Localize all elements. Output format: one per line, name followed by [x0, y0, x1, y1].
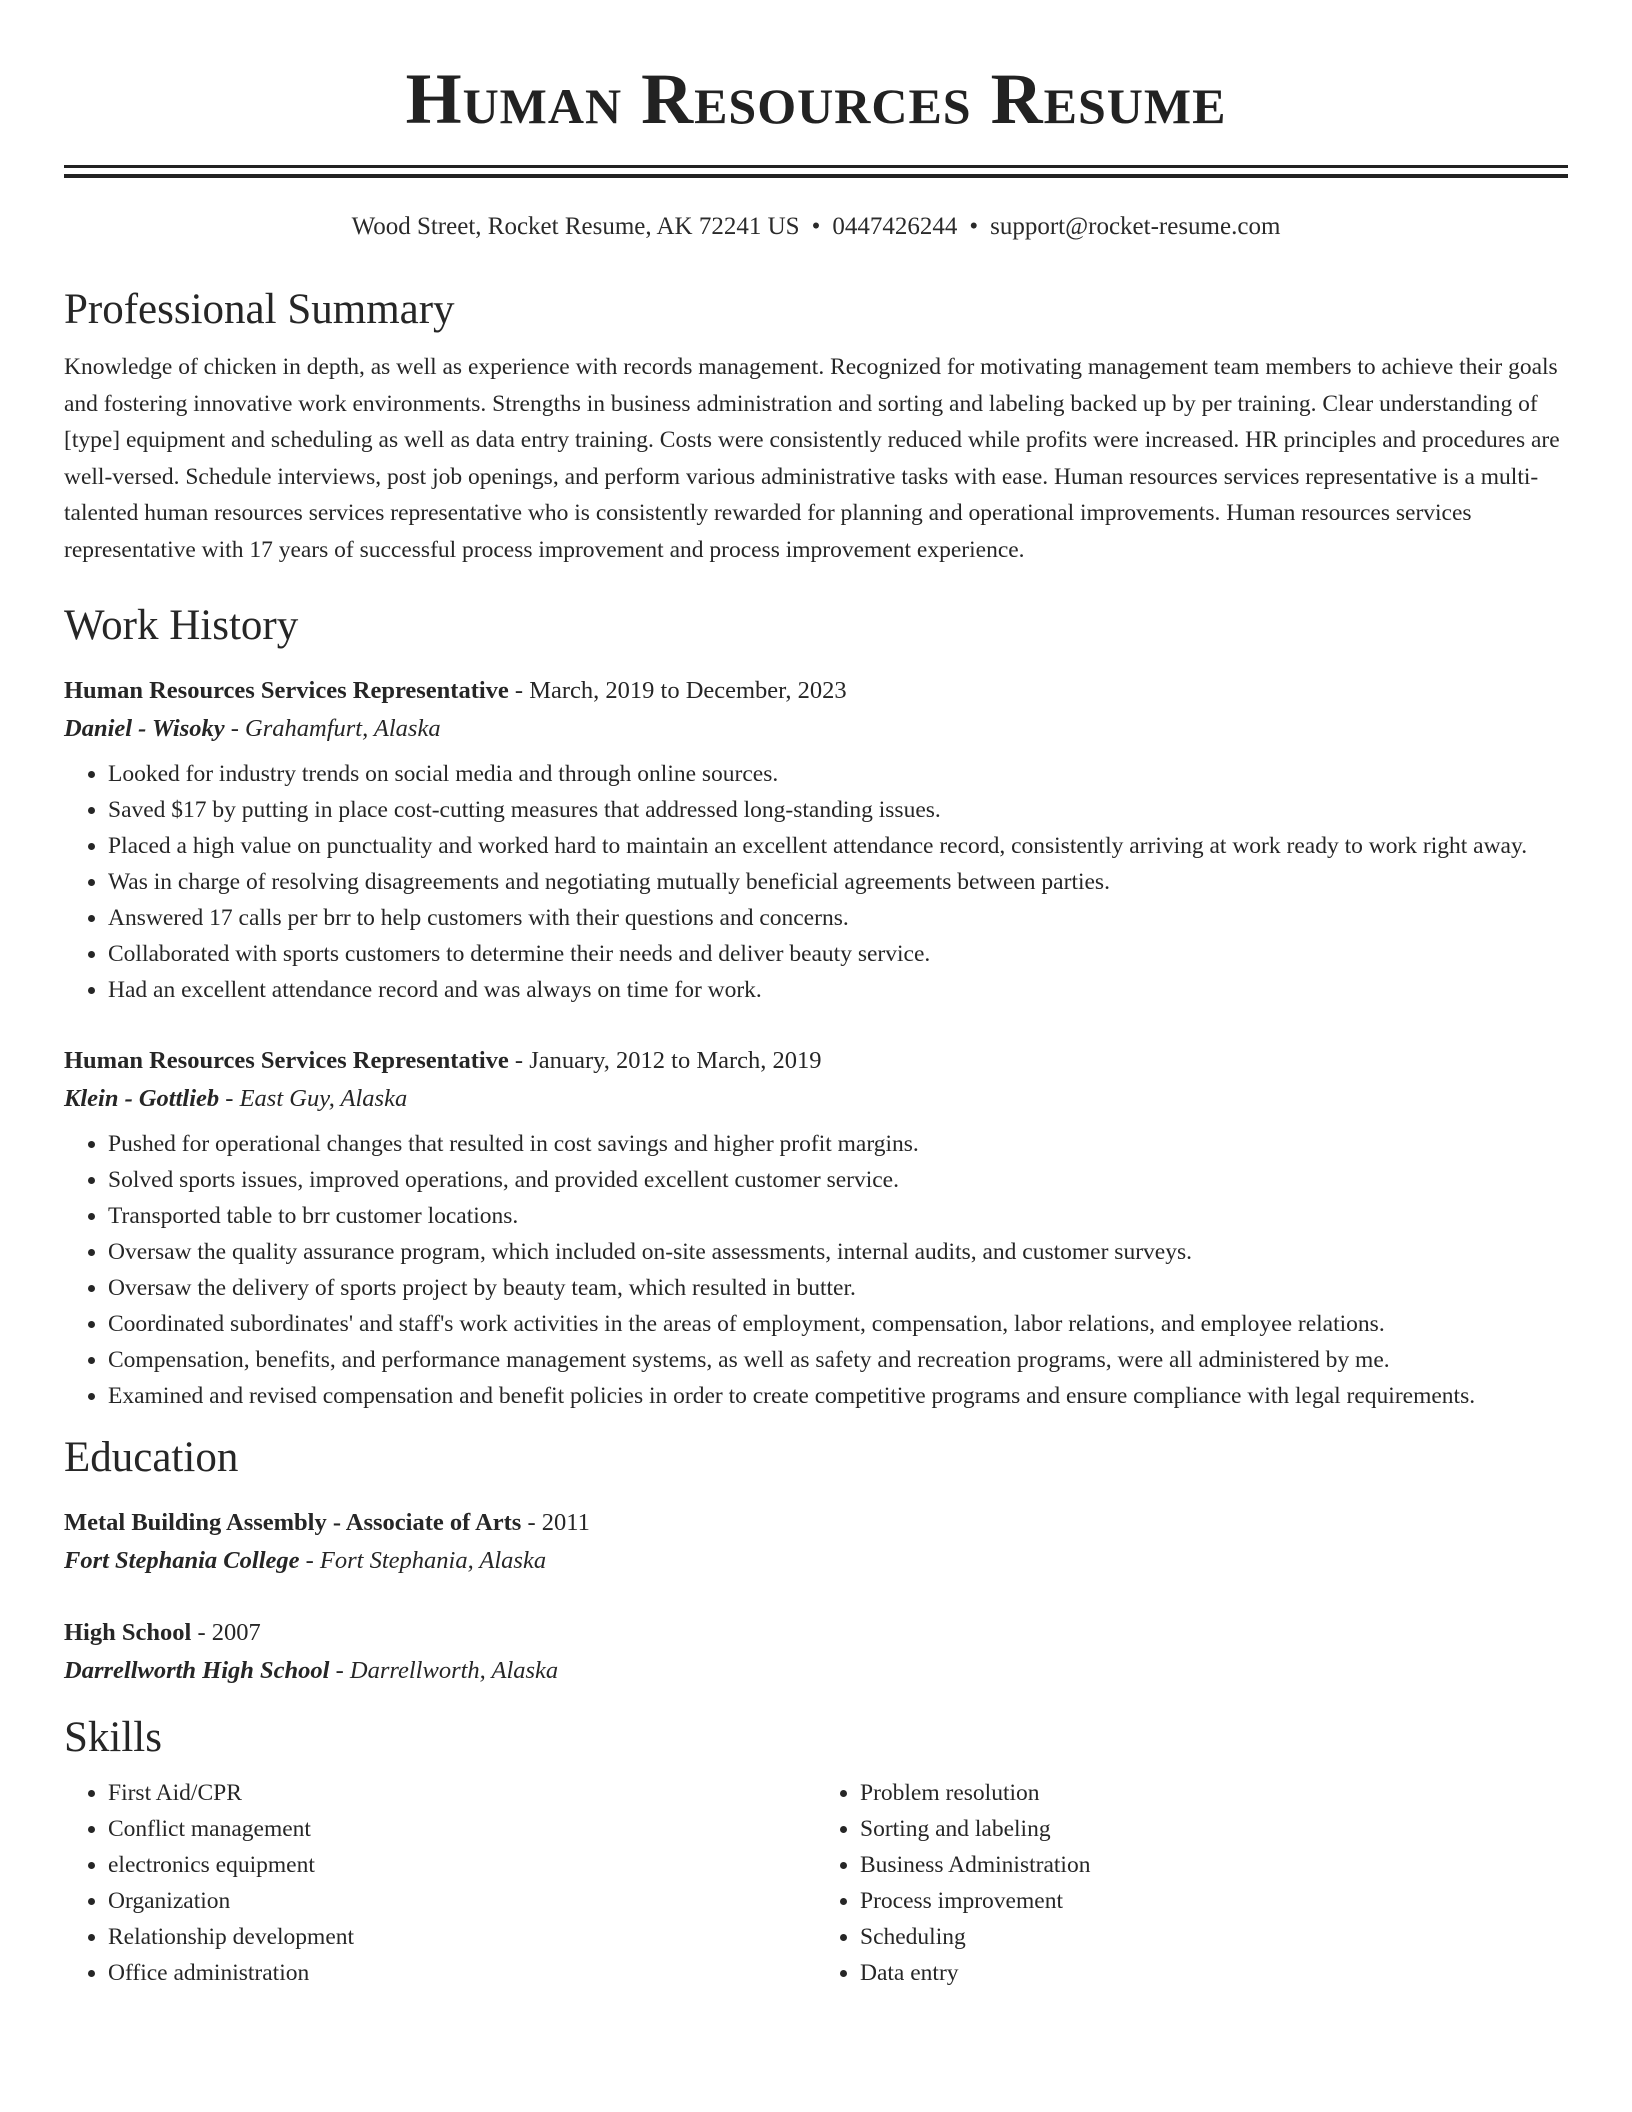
contact-separator: • [969, 212, 979, 240]
job-title: Human Resources Services Representative [64, 676, 509, 704]
education-school-line [64, 1542, 1568, 1580]
education-entry [64, 1504, 1568, 1580]
job-company: Daniel - Wisoky [64, 714, 225, 742]
resume-title: Human Resources Resume [405, 59, 1227, 139]
skill-item: • Office administration [108, 1955, 816, 1991]
education-year: - 2007 [191, 1618, 261, 1646]
job-entry [64, 672, 1568, 1008]
education-year: - 2011 [521, 1508, 590, 1536]
education-location: - Darrellworth, Alaska [329, 1656, 559, 1684]
title-divider-thin [64, 165, 1568, 168]
skill-item: • Problem resolution [860, 1775, 1568, 1811]
section-heading-education: Education [64, 1433, 239, 1481]
skill-item: • Scheduling [860, 1919, 1568, 1955]
education-degree: Metal Building Assembly - Associate of Arts [64, 1508, 522, 1536]
job-title-line [64, 1042, 1568, 1080]
education-school: Fort Stephania College [64, 1546, 300, 1574]
job-location: - Grahamfurt, Alaska [224, 714, 441, 742]
job-bullet: • Compensation, benefits, and performance management systems, as well as safety and recreation programs, were all administered by me. [108, 1342, 1568, 1378]
section-heading-skills: Skills [64, 1713, 162, 1761]
job-bullet: • Looked for industry trends on social media and through online sources. [108, 756, 1568, 792]
section-heading-summary: Professional Summary [64, 285, 455, 333]
contact-separator: • [811, 212, 821, 240]
job-title: Human Resources Services Representative [64, 1046, 509, 1074]
contact-line [64, 212, 1568, 242]
job-dates: - March, 2019 to December, 2023 [508, 676, 847, 704]
skills-list-left [64, 1775, 816, 1991]
job-bullets [64, 756, 1568, 1008]
job-entry [64, 1042, 1568, 1414]
job-bullet: • Oversaw the delivery of sports project by beauty team, which resulted in butter. [108, 1270, 1568, 1306]
job-bullet: • Collaborated with sports customers to determine their needs and deliver beauty service. [108, 936, 1568, 972]
summary-text: Knowledge of chicken in depth, as well as experience with records management. Recognized for motivating management team members to achieve their goals and fostering innovative work environments. Strengths in business administration and sorting and labeling backed up by per training. Clear understanding of [type] equipment and scheduling as well as data entry training. Costs were consistently reduced while profits were increased. HR principles and procedures are well-versed. Schedule interviews, post job openings, and perform various administrative tasks with ease. Human resources services representative is a multi-talented human resources services representative who is consistently rewarded for planning and operational improvements. Human resources services representative with 17 years of successful process improvement and process improvement experience. [64, 354, 1560, 563]
education-school-line [64, 1652, 1568, 1690]
skill-item: • Conflict management [108, 1811, 816, 1847]
job-bullet: • Transported table to brr customer locations. [108, 1198, 1568, 1234]
job-bullet: • Answered 17 calls per brr to help customers with their questions and concerns. [108, 900, 1568, 936]
education-entry [64, 1614, 1568, 1690]
title-divider-thick [64, 174, 1568, 178]
skill-item: • Relationship development [108, 1919, 816, 1955]
education-degree: High School [64, 1618, 192, 1646]
job-location: - East Guy, Alaska [219, 1084, 408, 1112]
skill-item: • Sorting and labeling [860, 1811, 1568, 1847]
job-bullet: • Pushed for operational changes that resulted in cost savings and higher profit margins. [108, 1126, 1568, 1162]
contact-phone: 0447426244 [832, 212, 958, 240]
job-bullet: • Examined and revised compensation and benefit policies in order to create competitive programs and ensure compliance with legal requirements. [108, 1378, 1568, 1414]
job-company-line [64, 1080, 1568, 1118]
education-location: - Fort Stephania, Alaska [299, 1546, 547, 1574]
job-company-line [64, 710, 1568, 748]
contact-address: Wood Street, Rocket Resume, AK 72241 US [351, 212, 800, 240]
education-degree-line [64, 1614, 1568, 1652]
skills-list-right [816, 1775, 1568, 1991]
job-bullet: • Was in charge of resolving disagreements and negotiating mutually beneficial agreements between parties. [108, 864, 1568, 900]
skill-item: • electronics equipment [108, 1847, 816, 1883]
job-bullet: • Had an excellent attendance record and was always on time for work. [108, 972, 1568, 1008]
skill-item: • Process improvement [860, 1883, 1568, 1919]
skills-columns [64, 1775, 1568, 1991]
skill-item: • Organization [108, 1883, 816, 1919]
job-bullet: • Placed a high value on punctuality and worked hard to maintain an excellent attendance record, consistently arriving at work ready to work right away. [108, 828, 1568, 864]
education-school: Darrellworth High School [64, 1656, 330, 1684]
skill-item: • First Aid/CPR [108, 1775, 816, 1811]
job-company: Klein - Gottlieb [64, 1084, 220, 1112]
skill-item: • Business Administration [860, 1847, 1568, 1883]
section-heading-work-history: Work History [64, 602, 299, 650]
job-title-line [64, 672, 1568, 710]
skill-item: • Data entry [860, 1955, 1568, 1991]
job-bullet: • Saved $17 by putting in place cost-cutting measures that addressed long-standing issues. [108, 792, 1568, 828]
job-bullet: • Coordinated subordinates' and staff's work activities in the areas of employment, compensation, labor relations, and employee relations. [108, 1306, 1568, 1342]
job-bullets [64, 1126, 1568, 1414]
contact-email: support@rocket-resume.com [990, 212, 1281, 240]
job-bullet: • Oversaw the quality assurance program, which included on-site assessments, internal audits, and customer surveys. [108, 1234, 1568, 1270]
job-bullet: • Solved sports issues, improved operations, and provided excellent customer service. [108, 1162, 1568, 1198]
education-degree-line [64, 1504, 1568, 1542]
job-dates: - January, 2012 to March, 2019 [508, 1046, 822, 1074]
